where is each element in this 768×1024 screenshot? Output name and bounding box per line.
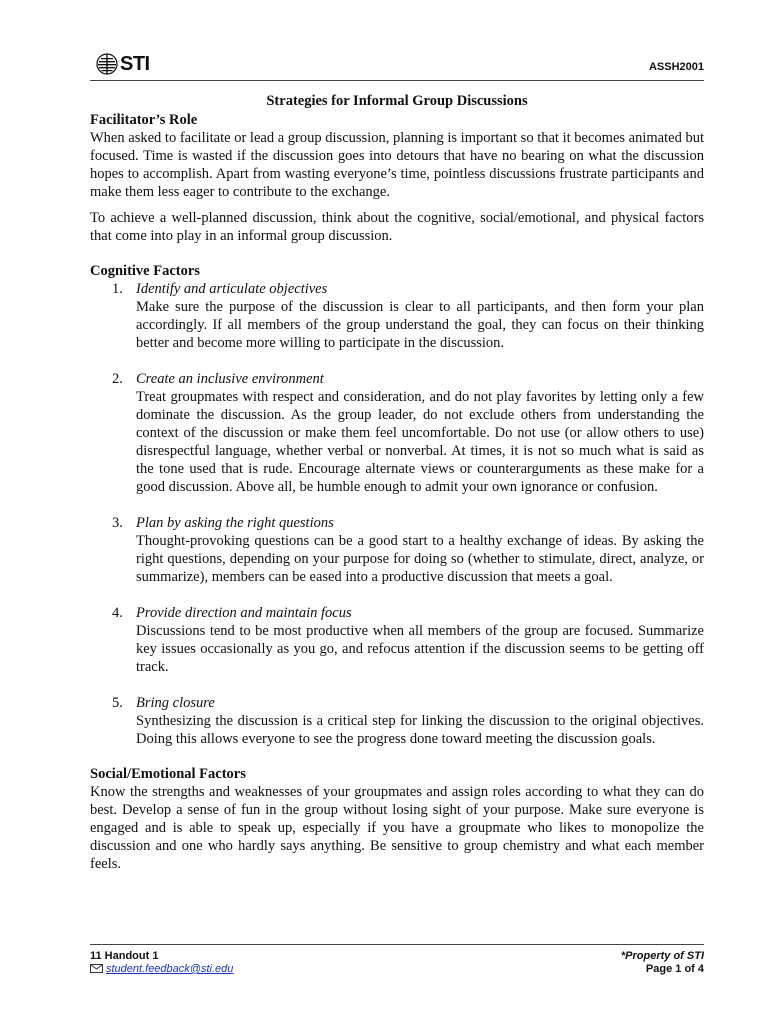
list-item-title: Plan by asking the right questions [136, 515, 334, 531]
list-item-title: Create an inclusive environment [136, 371, 324, 387]
cognitive-factors-list [90, 280, 704, 748]
envelope-icon [90, 964, 103, 973]
page-header [90, 50, 704, 81]
list-item [90, 604, 704, 676]
paragraph-facilitator-2: To achieve a well-planned discussion, think about the cognitive, social/emotional, and physical factors that come into play in an informal group discussion. [90, 210, 704, 244]
list-item-body: Make sure the purpose of the discussion is clear to all participants, and then form your plan accordingly. If all members of the group understand the goal, they can focus on their thinking better and become more willing to participate in the discussion. [136, 299, 704, 351]
document-title: Strategies for Informal Group Discussions [266, 93, 528, 109]
paragraph-facilitator-1: When asked to facilitate or lead a group discussion, planning is important so that it becomes animated but focused. Time is wasted if the discussion goes into detours that have no bearing on what the discussion hopes to accomplish. Apart from wasting everyone’s time, pointless discussions frustrate participants and make them less eager to contribute to the exchange. [90, 130, 704, 200]
list-item-body: Synthesizing the discussion is a critical step for linking the discussion to the original objectives. Doing this allows everyone to see the progress done toward meeting the discussion goals. [136, 713, 704, 747]
course-code: ASSH2001 [648, 61, 704, 73]
list-item-number: 5. [112, 695, 123, 711]
list-item [90, 280, 704, 352]
list-item-body: Thought-provoking questions can be a good start to a healthy exchange of ideas. By asking the right questions, depending on your purpose for doing so (whether to stimulate, direct, analyze, or summarize), members can be eased into a productive discussion that meets a goal. [136, 533, 704, 585]
list-item-number: 2. [112, 371, 123, 387]
list-item-title: Bring closure [136, 695, 215, 711]
handout-label: 11 Handout 1 [90, 950, 159, 962]
paragraph-social: Know the strengths and weaknesses of your groupmates and assign roles according to what they can do best. Develop a sense of fun in the group without losing sight of your purpose. Make sure everyone is engaged and is able to speak up, especially if you have a groupmate who likes to monopolize the discussion and one who hardly says anything. Be sensitive to group chemistry and what each member feels. [90, 784, 704, 872]
list-item-number: 4. [112, 605, 123, 621]
sti-globe-logo-icon [96, 53, 118, 75]
section-heading-social: Social/Emotional Factors [90, 766, 246, 782]
logo-wordmark: STI [120, 52, 150, 75]
list-item-title: Identify and articulate objectives [136, 281, 328, 297]
list-item-body: Discussions tend to be most productive when all members of the group are focused. Summarize key issues occasionally as you go, and refocus attention if the discussion seems to be getting off track. [136, 623, 704, 675]
sti-logo [96, 52, 150, 76]
section-heading-cognitive: Cognitive Factors [90, 263, 200, 279]
list-item [90, 694, 704, 748]
list-item-title: Provide direction and maintain focus [136, 605, 352, 621]
list-item-number: 3. [112, 515, 123, 531]
feedback-email-row [90, 963, 233, 976]
footer-right [621, 950, 704, 976]
list-item-number: 1. [112, 281, 123, 297]
page-number: Page 1 of 4 [645, 963, 704, 975]
property-notice: *Property of STI [620, 950, 704, 962]
list-item [90, 370, 704, 496]
page-footer [90, 944, 704, 975]
feedback-email-link[interactable]: student.feedback@sti.edu [106, 963, 234, 975]
list-item-body: Treat groupmates with respect and consideration, and do not play favorites by letting only a few dominate the discussion. As the group leader, do not exclude others from understanding the context of the discussion or make them feel uncomfortable. Do not use (or allow others to use) disrespectful language, whether verbal or nonverbal. At times, it is not so much what is said as the tone used that is rude. Encourage alternate views or counterarguments as these make for a good discussion. Above all, be humble enough to admit your own ignorance or confusion. [136, 389, 704, 495]
footer-left [90, 950, 233, 976]
document-body [90, 92, 704, 873]
section-heading-facilitator: Facilitator’s Role [90, 112, 198, 128]
list-item [90, 514, 704, 586]
